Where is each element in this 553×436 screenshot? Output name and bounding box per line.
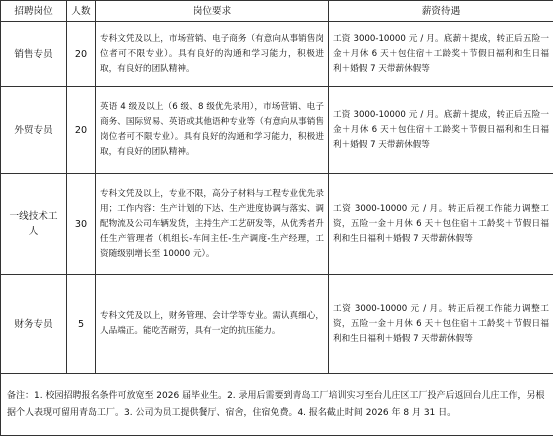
count-cell: 30 [67, 174, 96, 275]
count-cell: 5 [67, 275, 96, 374]
count-cell: 20 [67, 87, 96, 174]
position-cell: 销售专员 [1, 22, 67, 87]
table-row [1, 174, 553, 275]
note-cell: 备注：1. 校园招聘报名条件可放宽至 2026 届毕业生。2. 录用后需要到青岛工厂培训实习至台儿庄区工厂投产后返回台儿庄工作，另根据个人表现可留用青岛工厂。3. 公司为员工提供餐厅、宿舍，住宿免费。4. 报名截止时间 2026 年 8 月 31 日。 [1, 374, 553, 436]
header-count: 人数 [67, 1, 96, 22]
note-row [1, 374, 553, 436]
header-position: 招聘岗位 [1, 1, 67, 22]
requirements-cell: 英语 4 级及以上（6 级、8 级优先录用），市场营销、电子商务、国际贸易、英语或其他语种专业等（有意向从事销售岗位者可不限专业）。具有良好的沟通和学习能力，积极进取，有良好的团队精神。 [96, 87, 329, 174]
requirements-cell: 专科文凭及以上，财务管理、会计学等专业。需认真细心，人品端正。能吃苦耐劳，具有一定的抗压能力。 [96, 275, 329, 374]
salary-cell: 工资 3000-10000 元 / 月。底薪＋提成，转正后五险一金＋月休 6 天＋包住宿＋工龄奖＋节假日福利和生日福利＋婚假 7 天带薪休假等 [329, 22, 553, 87]
header-row [1, 1, 553, 22]
requirements-cell: 专科文凭及以上，专业不限，高分子材料与工程专业优先录用；工作内容：生产计划的下达、生产进度协调与落实、调配物流及公司车辆发货，主持生产工艺研发等，从优秀者升任生产管理者（机组长-车间主任-生产调度-生产经理，工资随级别增长至 10000 元）。 [96, 174, 329, 275]
salary-cell: 工资 3000-10000 元 / 月。转正后视工作能力调整工资，五险一金＋月休 6 天＋包住宿＋工龄奖＋节假日福利和生日福利＋婚假 7 天带薪休假等 [329, 275, 553, 374]
header-salary: 薪资待遇 [329, 1, 553, 22]
table-row [1, 275, 553, 374]
table-row [1, 87, 553, 174]
requirements-cell: 专科文凭及以上，市场营销、电子商务（有意向从事销售岗位者可不限专业）。具有良好的沟通和学习能力，积极进取，有良好的团队精神。 [96, 22, 329, 87]
salary-cell: 工资 3000-10000 元 / 月。底薪＋提成，转正后五险一金＋月休 6 天＋包住宿＋工龄奖＋节假日福利和生日福利＋婚假 7 天带薪休假等 [329, 87, 553, 174]
salary-cell: 工资 3000-10000 元 / 月。转正后视工作能力调整工资，五险一金＋月休 6 天＋包住宿＋工龄奖＋节假日福利和生日福利＋婚假 7 天带薪休假等 [329, 174, 553, 275]
position-cell: 外贸专员 [1, 87, 67, 174]
position-cell: 一线技术工人 [1, 174, 67, 275]
count-cell: 20 [67, 22, 96, 87]
table-row [1, 22, 553, 87]
header-requirements: 岗位要求 [96, 1, 329, 22]
position-cell: 财务专员 [1, 275, 67, 374]
